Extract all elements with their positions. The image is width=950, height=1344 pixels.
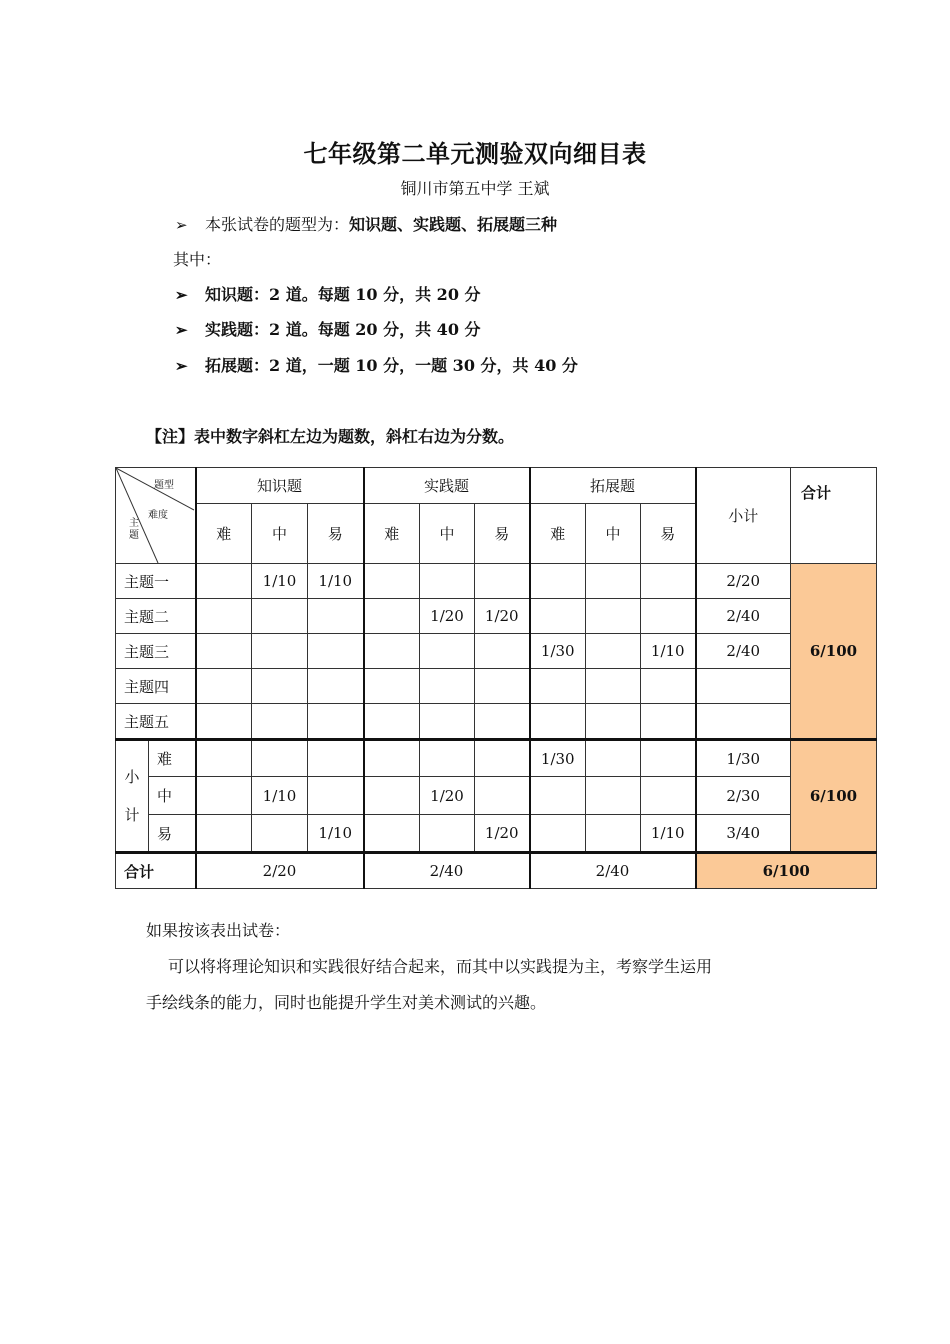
data-cell (475, 669, 530, 704)
data-cell (530, 564, 586, 599)
data-cell (364, 704, 420, 740)
data-cell (196, 777, 252, 815)
subtotal-cell: 2/20 (696, 564, 791, 599)
data-cell: 1/10 (252, 564, 308, 599)
data-cell: 1/10 (641, 815, 696, 853)
data-cell (641, 669, 696, 704)
subrows-total-cell: 6/100 (791, 740, 877, 853)
data-cell (196, 704, 252, 740)
subtotal-cell: 2/40 (696, 634, 791, 669)
level-header: 中 (586, 504, 641, 564)
data-cell (475, 740, 530, 777)
intro-item-practice: ➢ 实践题：2 道。每题 20 分，共 40 分 (175, 320, 481, 339)
data-cell (252, 599, 308, 634)
data-cell (308, 740, 364, 777)
data-cell (364, 564, 420, 599)
footer-grand-total: 6/100 (696, 853, 877, 889)
data-cell (252, 669, 308, 704)
arrow-bullet-icon: ➢ (175, 321, 188, 339)
conclusion-body-line-2: 手绘线条的能力，同时也能提升学生对美术测试的兴趣。 (146, 993, 547, 1012)
level-name: 易 (149, 815, 196, 853)
topic-name: 主题四 (116, 669, 196, 704)
data-cell (530, 599, 586, 634)
specification-table (115, 467, 877, 889)
level-name: 难 (149, 740, 196, 777)
table-note: 【注】表中数字斜杠左边为题数，斜杠右边为分数。 (146, 427, 515, 446)
table-footer-row (116, 853, 877, 889)
intro-lead: 本张试卷的题型为： (205, 215, 350, 234)
conclusion-body-line-1: 可以将将理论知识和实践很好结合起来，而其中以实践提为主，考察学生运用 (168, 957, 713, 976)
data-cell: 1/20 (420, 599, 475, 634)
data-cell (586, 815, 641, 853)
data-cell (420, 740, 475, 777)
data-cell (196, 564, 252, 599)
data-cell: 1/30 (530, 634, 586, 669)
data-cell (530, 669, 586, 704)
table-row (116, 704, 877, 740)
level-header: 难 (196, 504, 252, 564)
level-header: 易 (475, 504, 530, 564)
subtotal-cell: 2/40 (696, 599, 791, 634)
data-cell (252, 704, 308, 740)
data-cell (586, 740, 641, 777)
data-cell (641, 777, 696, 815)
subtotal-cell: 2/30 (696, 777, 791, 815)
data-cell (475, 704, 530, 740)
table-row (116, 599, 877, 634)
data-cell (586, 564, 641, 599)
corner-difficulty-label: 难度 (148, 510, 168, 521)
data-cell (586, 599, 641, 634)
subtotal-cell: 1/30 (696, 740, 791, 777)
data-cell (308, 634, 364, 669)
page-title: 七年级第二单元测验双向细目表 (303, 140, 647, 168)
footer-total-label: 合计 (116, 853, 196, 889)
arrow-bullet-icon: ➢ (175, 286, 188, 304)
data-cell (252, 740, 308, 777)
data-cell (364, 740, 420, 777)
table-row (116, 815, 877, 853)
group-header-practice: 实践题 (364, 468, 530, 504)
table-row (116, 740, 877, 777)
intro-item-knowledge: ➢ 知识题：2 道。每题 10 分，共 20 分 (175, 285, 481, 304)
data-cell (475, 777, 530, 815)
data-cell (420, 669, 475, 704)
topic-name: 主题二 (116, 599, 196, 634)
arrow-bullet-icon: ➢ (175, 216, 188, 234)
subtotal-cell (696, 669, 791, 704)
data-cell (475, 564, 530, 599)
total-header: 合计 (791, 468, 877, 564)
data-cell (641, 704, 696, 740)
data-cell (196, 634, 252, 669)
level-header: 易 (308, 504, 364, 564)
level-header: 中 (420, 504, 475, 564)
data-cell (530, 704, 586, 740)
subtotal-cell: 3/40 (696, 815, 791, 853)
topic-name: 主题三 (116, 634, 196, 669)
author-line: 铜川市第五中学 王斌 (400, 179, 550, 198)
rows-total-cell: 6/100 (791, 564, 877, 740)
group-header-extension: 拓展题 (530, 468, 696, 504)
data-cell: 1/30 (530, 740, 586, 777)
intro-line (175, 212, 557, 235)
level-header: 易 (641, 504, 696, 564)
data-cell (420, 564, 475, 599)
data-cell (641, 740, 696, 777)
data-cell (475, 634, 530, 669)
data-cell (420, 634, 475, 669)
corner-topic-label: 主题 (129, 518, 139, 541)
data-cell: 1/20 (475, 815, 530, 853)
conclusion-lead: 如果按该表出试卷： (146, 921, 291, 940)
data-cell (364, 777, 420, 815)
level-header: 难 (364, 504, 420, 564)
data-cell: 1/10 (252, 777, 308, 815)
data-cell (364, 599, 420, 634)
table-row (116, 564, 877, 599)
data-cell (308, 777, 364, 815)
data-cell (420, 704, 475, 740)
data-cell (641, 564, 696, 599)
data-cell: 1/10 (308, 815, 364, 853)
data-cell (196, 815, 252, 853)
data-cell (196, 599, 252, 634)
data-cell (364, 815, 420, 853)
data-cell (364, 634, 420, 669)
intro-lead-bold: 知识题、实践题、拓展题三种 (349, 215, 558, 234)
data-cell (586, 669, 641, 704)
subtotal-header: 小计 (696, 468, 791, 564)
corner-header-cell (116, 468, 196, 564)
footer-practice-total: 2/40 (364, 853, 530, 889)
table-row (116, 669, 877, 704)
level-name: 中 (149, 777, 196, 815)
table-row (116, 634, 877, 669)
group-header-knowledge: 知识题 (196, 468, 364, 504)
table-row (116, 777, 877, 815)
data-cell: 1/20 (475, 599, 530, 634)
data-cell: 1/20 (420, 777, 475, 815)
intro-item-extension: ➢ 拓展题：2 道，一题 10 分，一题 30 分，共 40 分 (175, 356, 578, 375)
topic-name: 主题五 (116, 704, 196, 740)
level-header: 难 (530, 504, 586, 564)
data-cell (252, 815, 308, 853)
data-cell: 1/10 (308, 564, 364, 599)
intro-among: 其中： (173, 250, 222, 269)
footer-knowledge-total: 2/20 (196, 853, 364, 889)
corner-type-label: 题型 (154, 480, 174, 491)
data-cell (308, 669, 364, 704)
data-cell (308, 704, 364, 740)
data-cell: 1/10 (641, 634, 696, 669)
data-cell (252, 634, 308, 669)
data-cell (586, 704, 641, 740)
data-cell (196, 669, 252, 704)
data-cell (586, 634, 641, 669)
data-cell (420, 815, 475, 853)
data-cell (530, 777, 586, 815)
footer-extension-total: 2/40 (530, 853, 696, 889)
data-cell (530, 815, 586, 853)
data-cell (308, 599, 364, 634)
data-cell (196, 740, 252, 777)
data-cell (364, 669, 420, 704)
data-cell (641, 599, 696, 634)
level-header: 中 (252, 504, 308, 564)
topic-name: 主题一 (116, 564, 196, 599)
subtotal-row-label: 小 计 (116, 740, 149, 853)
data-cell (586, 777, 641, 815)
arrow-bullet-icon: ➢ (175, 357, 188, 375)
subtotal-cell (696, 704, 791, 740)
